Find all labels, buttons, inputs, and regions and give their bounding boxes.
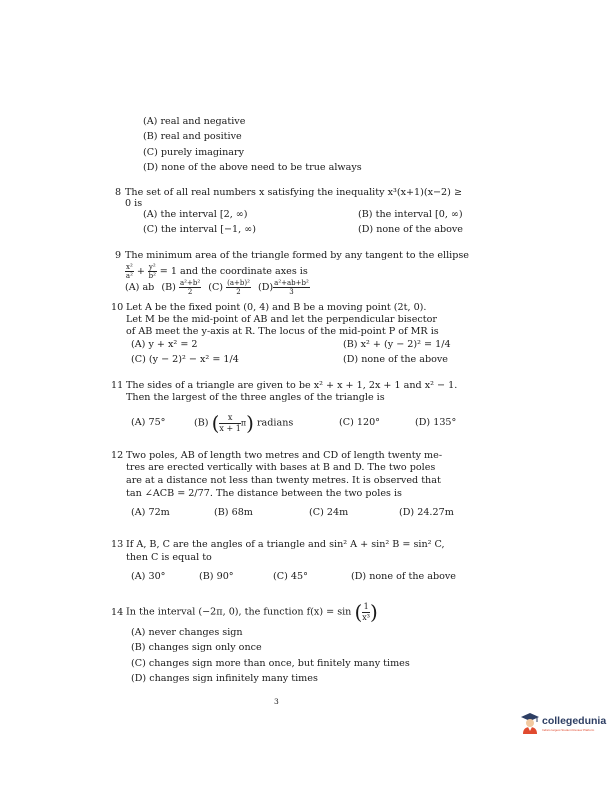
q9-options xyxy=(125,279,310,296)
q9-option-a: (A) ab xyxy=(125,282,155,293)
q8-option-b: (B) the interval [0, ∞) xyxy=(358,209,463,220)
q9-option-d: (D) $\frac{\text{a²+ab+b²}}{3}$ xyxy=(257,279,309,296)
q11-line-2: Then the largest of the three angles of the triangle is xyxy=(126,392,385,403)
q10-option-a: (A) y + x² = 2 xyxy=(131,339,198,350)
q14-line-1: In the interval (−2π, 0), the function f(x) = sin ( $\frac{1}{\text{x³}}$ ) xyxy=(126,600,378,624)
q11-option-b: (B) ( $\frac{x}{x + 1}$ π) radians xyxy=(194,411,294,435)
q12-option-d: (D) 24.27m xyxy=(399,507,454,518)
q12-option-b: (B) 68m xyxy=(214,507,253,518)
q8-text-cont: 0 is xyxy=(125,198,143,209)
q10-number: 10 xyxy=(111,302,124,313)
q7-option-d: (D) none of the above need to be true always xyxy=(143,162,362,173)
collegedunia-logo[interactable] xyxy=(520,712,612,738)
q9-text-cont: $\frac{\text{x²}}{\text{a²}}$ + $\frac{\text{y²}}{\text{b²}}$ = 1 and the coordinate axes is xyxy=(125,263,308,280)
q10-option-b: (B) x² + (y − 2)² = 1/4 xyxy=(343,339,451,350)
q8-number: 8 xyxy=(115,187,122,198)
logo-wordmark: collegedunia xyxy=(542,715,607,727)
q14-option-a: (A) never changes sign xyxy=(131,627,243,638)
q11-option-a: (A) 75° xyxy=(131,417,166,428)
q12-option-c: (C) 24m xyxy=(309,507,349,518)
q8-option-a: (A) the interval [2, ∞) xyxy=(143,209,248,220)
q11-line-1: The sides of a triangle are given to be x² + x + 1, 2x + 1 and x² − 1. xyxy=(126,380,458,391)
q11-number: 11 xyxy=(111,380,124,391)
q9-option-c: (C) $\frac{\text{(a+b)²}}{2}$ xyxy=(208,279,250,296)
q11-option-d: (D) 135° xyxy=(415,417,457,428)
q12-line-2: tres are erected vertically with bases at B and D. The two poles xyxy=(126,462,436,473)
q12-line-3: are at a distance not less than twenty metres. It is observed that xyxy=(126,475,441,486)
logo-tagline: India's largest Student Review Platform xyxy=(542,728,595,732)
q12-line-1: Two poles, AB of length two metres and CD of length twenty me- xyxy=(126,450,443,461)
q10-line-1: Let A be the fixed point (0, 4) and B be a moving point (2t, 0). xyxy=(126,302,427,313)
q9-y-fraction: $\frac{\text{y²}}{\text{b²}}$ xyxy=(148,263,156,280)
q13-option-c: (C) 45° xyxy=(273,571,308,582)
q9-option-b: (B) $\frac{\text{a²+b²}}{2}$ xyxy=(161,279,201,296)
q13-line-1: If A, B, C are the angles of a triangle and sin² A + sin² B = sin² C, xyxy=(126,539,445,550)
q11-option-c: (C) 120° xyxy=(339,417,380,428)
q13-option-b: (B) 90° xyxy=(199,571,234,582)
q9-text: The minimum area of the triangle formed by any tangent to the ellipse xyxy=(125,250,469,261)
q14-option-b: (B) changes sign only once xyxy=(131,642,262,653)
page-number: 3 xyxy=(274,697,279,706)
q13-option-a: (A) 30° xyxy=(131,571,166,582)
q12-number: 12 xyxy=(111,450,124,461)
graduate-icon xyxy=(520,712,540,734)
q10-option-d: (D) none of the above xyxy=(343,354,448,365)
q8-option-c: (C) the interval [−1, ∞) xyxy=(143,224,256,235)
q12-option-a: (A) 72m xyxy=(131,507,170,518)
q10-line-2: Let M be the mid-point of AB and let the perpendicular bisector xyxy=(126,314,437,325)
q9-number: 9 xyxy=(115,250,122,261)
q7-option-b: (B) real and positive xyxy=(143,131,242,142)
q14-number: 14 xyxy=(111,607,124,618)
q13-line-2: then C is equal to xyxy=(126,552,212,563)
q9-x-fraction: $\frac{\text{x²}}{\text{a²}}$ xyxy=(125,263,133,280)
q7-option-a: (A) real and negative xyxy=(143,116,246,127)
q7-option-c: (C) purely imaginary xyxy=(143,147,244,158)
q13-option-d: (D) none of the above xyxy=(351,571,456,582)
q14-option-c: (C) changes sign more than once, but finitely many times xyxy=(131,658,410,669)
q12-line-4: tan ∠ACB = 2/77. The distance between the two poles is xyxy=(126,488,402,499)
q8-text: The set of all real numbers x satisfying the inequality x³(x+1)(x−2) ≥ xyxy=(125,187,462,198)
q10-line-3: of AB meet the y-axis at R. The locus of the mid-point P of MR is xyxy=(126,326,439,337)
q13-number: 13 xyxy=(111,539,124,550)
q14-option-d: (D) changes sign infinitely many times xyxy=(131,673,318,684)
q8-option-d: (D) none of the above xyxy=(358,224,463,235)
q10-option-c: (C) (y − 2)² − x² = 1/4 xyxy=(131,354,239,365)
